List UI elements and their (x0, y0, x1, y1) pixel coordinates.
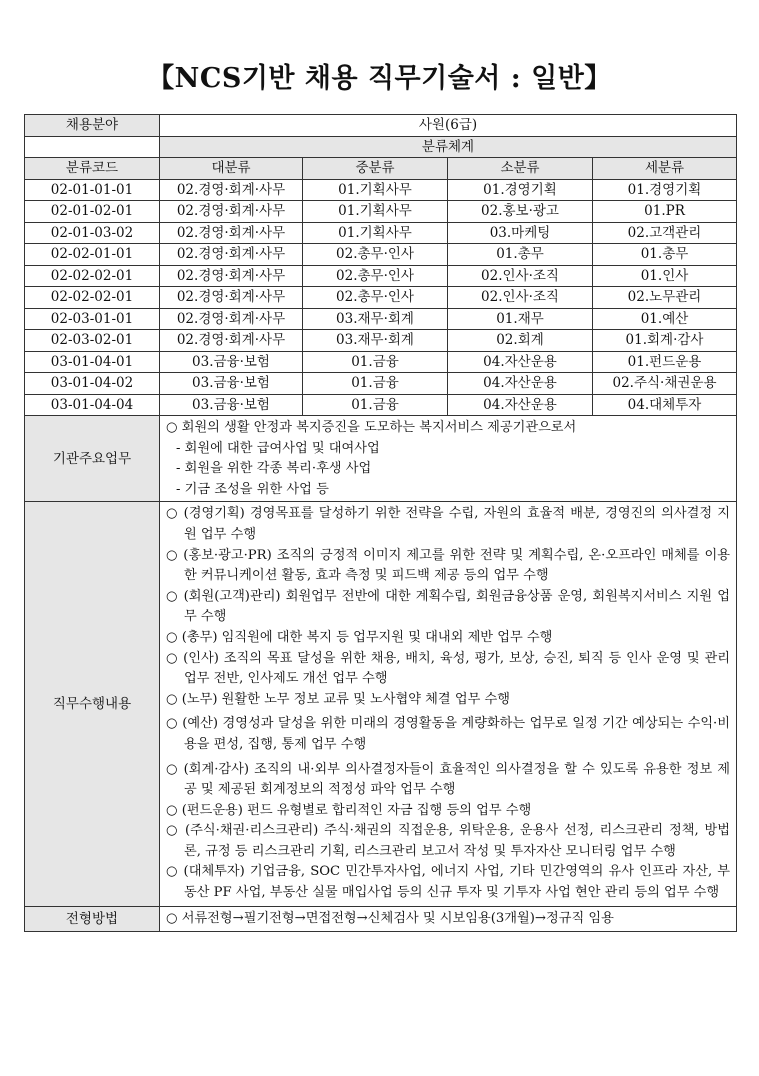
classification-header: 분류체계 (160, 136, 737, 158)
table-cell: 04.자산운용 (448, 373, 593, 395)
table-cell: 01.기획사무 (303, 222, 448, 244)
field-value: 사원(6급) (160, 115, 737, 137)
classification-rows (25, 179, 737, 416)
main-duties-row (25, 416, 737, 502)
main-duties-content (160, 416, 737, 502)
job-item: ○ (예산) 경영성과 달성을 위한 미래의 경영활동을 계량화하는 업무로 일정 기간 예상되는 수익·비용을 편성, 집행, 통제 업무 수행 (166, 716, 730, 752)
table-row (25, 394, 737, 416)
job-content-label: 직무수행내용 (25, 502, 160, 906)
table-cell: 02-03-01-01 (25, 308, 160, 330)
column-header: 분류코드 (25, 158, 160, 180)
table-cell: 02.경영·회계·사무 (160, 330, 303, 352)
table-row (25, 244, 737, 266)
column-header: 중분류 (303, 158, 448, 180)
table-row (25, 373, 737, 395)
table-cell: 01.기획사무 (303, 201, 448, 223)
classification-header-row (25, 136, 737, 158)
selection-value: ○ 서류전형→필기전형→면접전형→신체검사 및 시보임용(3개월)→정규직 임용 (160, 906, 737, 932)
table-cell: 03.금융·보험 (160, 351, 303, 373)
table-cell: 03-01-04-04 (25, 394, 160, 416)
table-cell: 03.금융·보험 (160, 394, 303, 416)
table-cell: 01.예산 (593, 308, 737, 330)
selection-row (25, 906, 737, 932)
job-item: ○ (노무) 원활한 노무 정보 교류 및 노사협약 체결 업무 수행 (166, 691, 510, 707)
classification-columns-row (25, 158, 737, 180)
table-cell: 02-02-01-01 (25, 244, 160, 266)
job-content-list (160, 502, 737, 906)
job-item: ○ (회계·감사) 조직의 내·외부 의사결정자들이 효율적인 의사결정을 할 수 있도록 유용한 정보 제공 및 제공된 회계정보의 적정성 파악 업무 수행 (166, 761, 730, 798)
table-row (25, 201, 737, 223)
table-row (25, 287, 737, 309)
job-item: ○ (회원(고객)관리) 회원업무 전반에 대한 계획수립, 회원금융상품 운영, 회원복지서비스 지원 업무 수행 (166, 588, 730, 625)
job-item: ○ (총무) 임직원에 대한 복지 등 업무지원 및 대내외 제반 업무 수행 (166, 629, 553, 645)
table-row (25, 265, 737, 287)
job-item: ○ (경영기획) 경영목표를 달성하기 위한 전략을 수립, 자원의 효율적 배분, 경영진의 의사결정 지원 업무 수행 (166, 506, 730, 542)
table-cell: 02-02-02-01 (25, 287, 160, 309)
table-row (25, 330, 737, 352)
table-cell: 01.PR (593, 201, 737, 223)
table-cell: 03.금융·보험 (160, 373, 303, 395)
main-duties-item: - 회원에 대한 급여사업 및 대여사업 (176, 440, 380, 456)
table-cell: 02.경영·회계·사무 (160, 201, 303, 223)
table-cell: 02-01-01-01 (25, 179, 160, 201)
table-cell: 01.경영기획 (448, 179, 593, 201)
table-cell: 01.총무 (593, 244, 737, 266)
table-row (25, 308, 737, 330)
column-header: 세분류 (593, 158, 737, 180)
job-item: ○ (대체투자) 기업금융, SOC 민간투자사업, 에너지 사업, 기타 민간영역의 유사 인프라 자산, 부동산 PF 사업, 부동산 실물 매입사업 등의 신규 투자 및 기투자 사업 현안 관리 등의 업무 수행 (166, 864, 730, 901)
table-cell: 01.금융 (303, 351, 448, 373)
table-cell: 02.경영·회계·사무 (160, 222, 303, 244)
table-cell: 02.총무·인사 (303, 265, 448, 287)
field-label: 채용분야 (25, 115, 160, 137)
table-cell: 01.총무 (448, 244, 593, 266)
table-cell: 01.회계·감사 (593, 330, 737, 352)
table-cell: 02.총무·인사 (303, 244, 448, 266)
table-cell: 03.재무·회계 (303, 308, 448, 330)
job-item: ○ (인사) 조직의 목표 달성을 위한 채용, 배치, 육성, 평가, 보상, 승진, 퇴직 등 인사 운영 및 관리업무 전반, 인사제도 개선 업무 수행 (166, 650, 730, 687)
table-cell: 02.총무·인사 (303, 287, 448, 309)
table-cell: 01.인사 (593, 265, 737, 287)
table-cell: 01.기획사무 (303, 179, 448, 201)
table-row (25, 179, 737, 201)
table-cell: 02.노무관리 (593, 287, 737, 309)
table-cell: 03.마케팅 (448, 222, 593, 244)
selection-label: 전형방법 (25, 906, 160, 932)
table-cell: 04.자산운용 (448, 394, 593, 416)
table-cell: 01.재무 (448, 308, 593, 330)
table-cell: 04.대체투자 (593, 394, 737, 416)
table-row (25, 222, 737, 244)
table-cell: 02-02-02-01 (25, 265, 160, 287)
table-cell: 02-03-02-01 (25, 330, 160, 352)
job-content-row (25, 502, 737, 906)
table-cell: 02.인사·조직 (448, 287, 593, 309)
table-cell: 03-01-04-01 (25, 351, 160, 373)
main-duties-item: - 회원을 위한 각종 복리·후생 사업 (176, 461, 372, 477)
job-description-table (24, 114, 737, 932)
table-cell: 02.경영·회계·사무 (160, 308, 303, 330)
field-row (25, 115, 737, 137)
table-cell: 02.회계 (448, 330, 593, 352)
table-cell: 02.경영·회계·사무 (160, 265, 303, 287)
main-duties-item: - 기금 조성을 위한 사업 등 (176, 481, 329, 497)
table-cell: 02.홍보·광고 (448, 201, 593, 223)
table-cell: 04.자산운용 (448, 351, 593, 373)
main-duties-label: 기관주요업무 (25, 416, 160, 502)
job-item: ○ (홍보·광고·PR) 조직의 긍정적 이미지 제고를 위한 전략 및 계획수립, 온·오프라인 매체를 이용한 커뮤니케이션 활동, 효과 측정 및 피드백 제공 등의 업무 수행 (166, 547, 730, 584)
table-cell: 03.재무·회계 (303, 330, 448, 352)
main-duties-lead: ○ 회원의 생활 안정과 복지증진을 도모하는 복지서비스 제공기관으로서 (166, 420, 577, 435)
column-header: 대분류 (160, 158, 303, 180)
table-cell: 02.주식·채권운용 (593, 373, 737, 395)
table-cell: 02-01-02-01 (25, 201, 160, 223)
table-cell: 03-01-04-02 (25, 373, 160, 395)
table-cell: 02.경영·회계·사무 (160, 179, 303, 201)
table-cell: 01.금융 (303, 394, 448, 416)
job-item: ○ (주식·채권·리스크관리) 주식·채권의 직접운용, 위탁운용, 운용사 선정, 리스크관리 정책, 방법론, 규정 등 리스크관리 기획, 리스크관리 보고서 작성 및 투자자산 모니터링 업무 수행 (166, 823, 730, 859)
table-cell: 02.경영·회계·사무 (160, 287, 303, 309)
column-header: 소분류 (448, 158, 593, 180)
table-cell: 01.금융 (303, 373, 448, 395)
table-cell: 02.인사·조직 (448, 265, 593, 287)
table-cell: 02.고객관리 (593, 222, 737, 244)
table-cell: 01.펀드운용 (593, 351, 737, 373)
table-cell: 01.경영기획 (593, 179, 737, 201)
job-item: ○ (펀드운용) 펀드 유형별로 합리적인 자금 집행 등의 업무 수행 (166, 802, 532, 818)
table-cell: 02-01-03-02 (25, 222, 160, 244)
table-row (25, 351, 737, 373)
document-title: 【NCS기반 채용 직무기술서 : 일반】 (147, 63, 612, 94)
table-cell: 02.경영·회계·사무 (160, 244, 303, 266)
